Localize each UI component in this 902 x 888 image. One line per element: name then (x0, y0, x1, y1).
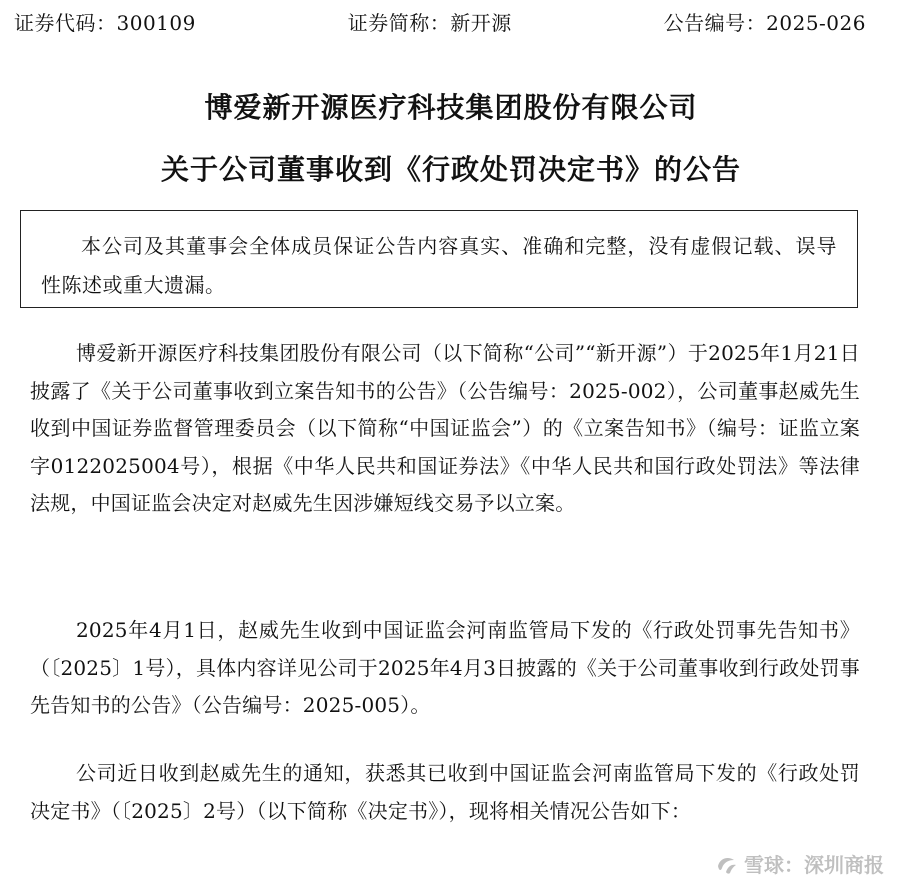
body-paragraph-3: 公司近日收到赵威先生的通知，获悉其已收到中国证监会河南监管局下发的《行政处罚决定书》（〔2025〕2号）（以下简称《决定书》），现将相关情况公告如下： (30, 761, 860, 823)
body-paragraph-1: 博爱新开源医疗科技集团股份有限公司（以下简称“公司”“新开源”）于2025年1月21日披露了《关于公司董事收到立案告知书的公告》（公告编号：2025-002），公司董事赵威先生收到中国证券监督管理委员会（以下简称“中国证监会”）的《立案告知书》（编号：证监立案字0122025004号），根据《中华人民共和国证券法》《中华人民共和国行政处罚法》等法律法规，中国证监会决定对赵威先生因涉嫌短线交易予以立案。 (30, 341, 860, 515)
stock-code: 证券代码：300109 (14, 10, 196, 35)
document-header (14, 6, 866, 36)
body-paragraph-2: 2025年4月1日，赵威先生收到中国证监会河南监管局下发的《行政处罚事先告知书》（〔2025〕1号），具体内容详见公司于2025年4月3日披露的《关于公司董事收到行政处罚事先告知书的公告》（公告编号：2025-005）。 (30, 618, 860, 717)
notice-number: 公告编号：2025-026 (663, 10, 866, 35)
watermark (714, 849, 884, 878)
watermark-text: 雪球：深圳商报 (744, 853, 884, 877)
snowball-logo-icon (714, 852, 738, 876)
statement-box (20, 210, 858, 308)
stock-name: 证券简称：新开源 (347, 10, 512, 35)
announcement-title: 关于公司董事收到《行政处罚决定书》的公告 (160, 153, 741, 186)
company-title: 博爱新开源医疗科技集团股份有限公司 (204, 91, 698, 124)
statement-text: 本公司及其董事会全体成员保证公告内容真实、准确和完整，没有虚假记载、误导性陈述或重大遗漏。 (41, 234, 837, 297)
